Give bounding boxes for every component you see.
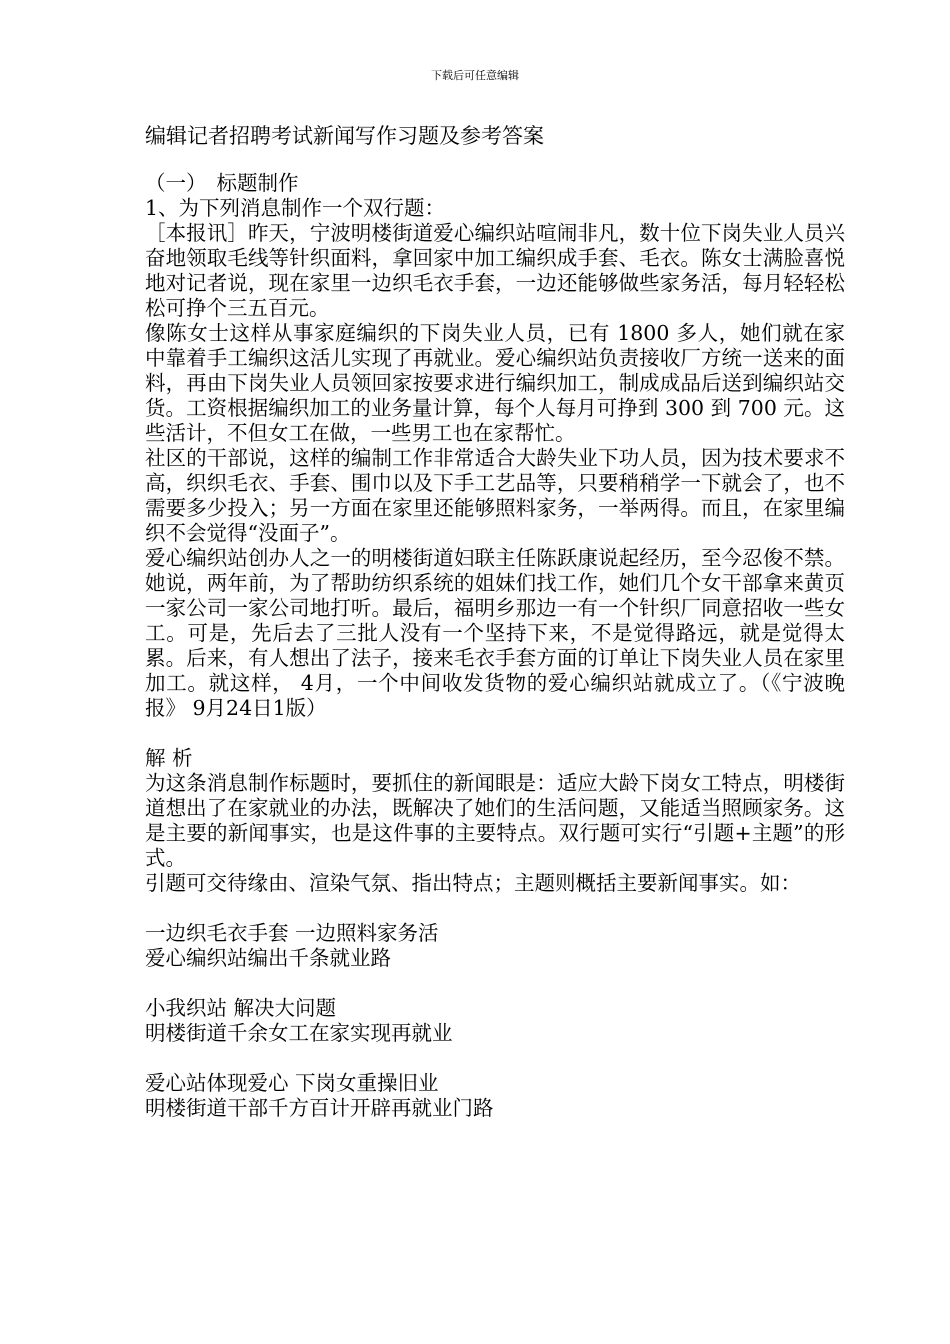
analysis-heading: 解 析 xyxy=(145,746,193,770)
analysis-paragraph: 引题可交待缘由、渲染气氛、指出特点；主题则概括主要新闻事实。如： xyxy=(145,871,801,895)
spacer xyxy=(145,1046,845,1071)
document-body xyxy=(145,124,845,1121)
question-text: 1、为下列消息制作一个双行题： xyxy=(145,196,446,220)
news-paragraph: 像陈女士这样从事家庭编织的下岗失业人员，已有 1800 多人，她们就在家中靠着手工编织这活儿实现了再就业。爱心编织站负责接收厂方统一送来的面料，再由下岗失业人员领回家按要求进行编织加工，制成成品后送到编织站交货。工资根据编织加工的业务量计算，每个人每月可挣到 300 到 700 元。这些活计，不但女工在做，一些男工也在家帮忙。 xyxy=(145,321,845,445)
example-main-line: 爱心编织站编出千条就业路 xyxy=(145,946,391,970)
document-title: 编辑记者招聘考试新闻写作习题及参考答案 xyxy=(145,124,544,148)
example-main-line: 明楼街道千余女工在家实现再就业 xyxy=(145,1021,453,1045)
headline-example xyxy=(145,996,845,1046)
example-lead-line: 爱心站体现爱心 下岗女重操旧业 xyxy=(145,1071,439,1095)
headline-example xyxy=(145,1071,845,1121)
example-main-line: 明楼街道干部千方百计开辟再就业门路 xyxy=(145,1096,494,1120)
section-label: 标题制作 xyxy=(216,171,299,195)
example-lead-line: 小我织站 解决大问题 xyxy=(145,996,337,1020)
news-paragraph: 爱心编织站创办人之一的明楼街道妇联主任陈跃康说起经历，至今忍俊不禁。她说，两年前，为了帮助纺织系统的姐妹们找工作，她们几个女干部拿来黄页一家公司一家公司地打听。最后，福明乡那边一有一个针织厂同意招收一些女工。可是，先后去了三批人没有一个坚持下来，不是觉得路远，就是觉得太累。后来，有人想出了法子，接来毛衣手套方面的订单让下岗失业人员在家里加工。就这样， 4月，一个中间收发货物的爱心编织站就成立了。（《宁波晚报》 9月24日1版） xyxy=(145,546,845,720)
spacer xyxy=(145,896,845,921)
spacer xyxy=(145,721,845,746)
news-paragraph: 社区的干部说，这样的编制工作非常适合大龄失业下功人员，因为技术要求不高，织织毛衣、手套、围巾以及下手工艺品等，只要稍稍学一下就会了，也不需要多少投入；另一方面在家里还能够照料家务，一举两得。而且，在家里编织不会觉得“没面子”。 xyxy=(145,446,845,545)
analysis-paragraph: 为这条消息制作标题时，要抓住的新闻眼是：适应大龄下岗女工特点，明楼街道想出了在家就业的办法，既解决了她们的生活问题，又能适当照顾家务。这是主要的新闻事实，也是这件事的主要特点。双行题可实行“引题+主题”的形式。 xyxy=(145,771,845,870)
section-number: （一） xyxy=(145,171,207,195)
section-heading xyxy=(145,171,845,196)
example-lead-line: 一边织毛衣手套 一边照料家务活 xyxy=(145,921,439,945)
page-header: 下载后可任意编辑 xyxy=(431,69,519,82)
headline-example xyxy=(145,921,845,971)
spacer xyxy=(145,971,845,996)
news-paragraph: ［本报讯］昨天，宁波明楼街道爱心编织站喧闹非凡，数十位下岗失业人员兴奋地领取毛线等针织面料，拿回家中加工编织成手套、毛衣。陈女士满脸喜悦地对记者说，现在家里一边织毛衣手套，一边还能够做些家务活，每月轻轻松松可挣个三五百元。 xyxy=(145,221,845,320)
